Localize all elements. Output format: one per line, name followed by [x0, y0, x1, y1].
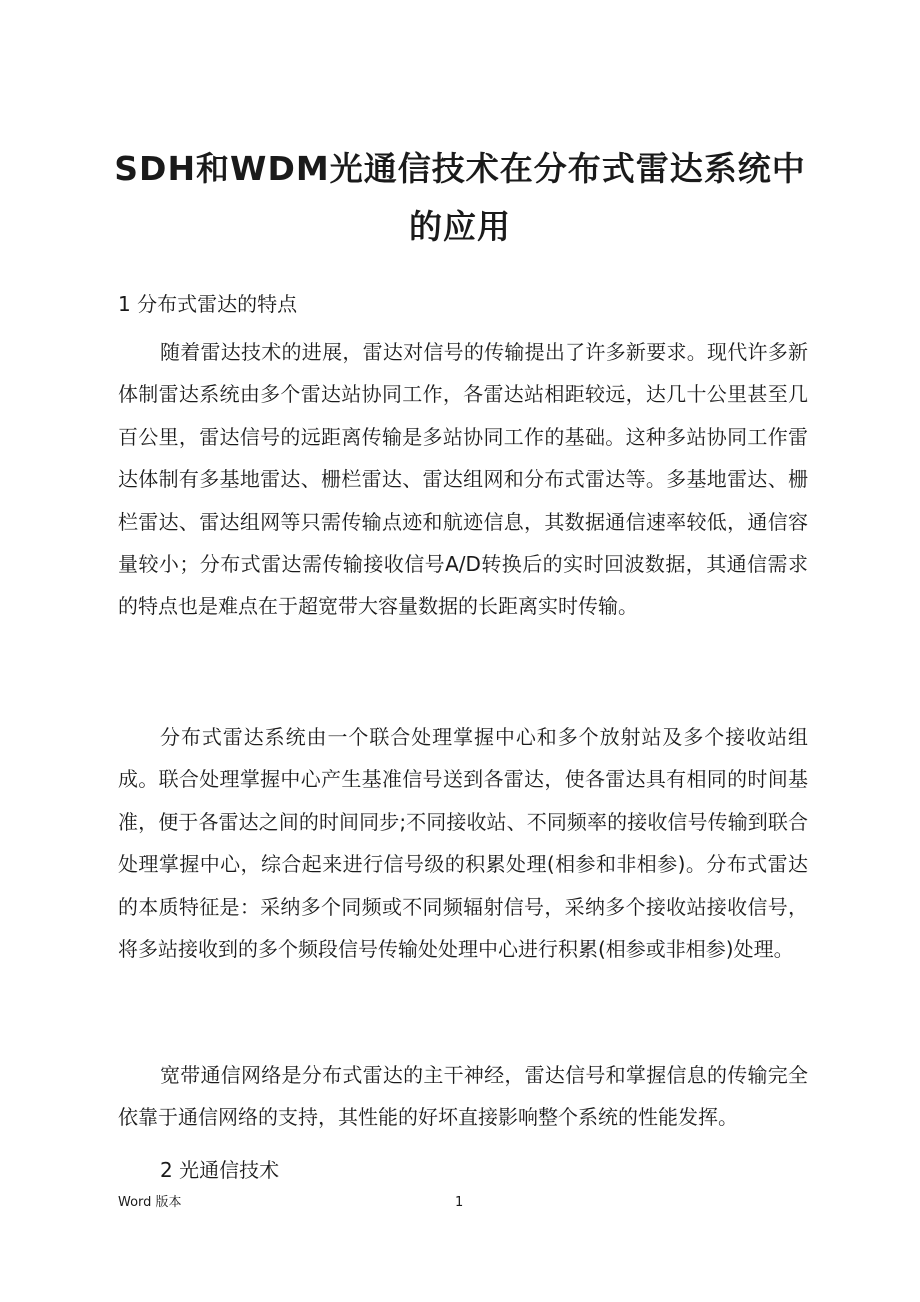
document-title: SDH和WDM光通信技术在分布式雷达系统中的应用 [114, 149, 806, 246]
paragraph-1: 随着雷达技术的进展，雷达对信号的传输提出了许多新要求。现代许多新体制雷达系统由多个雷达站协同工作，各雷达站相距较远，达几十公里甚至几百公里，雷达信号的远距离传输是多站协同工作的基础。这种多站协同工作雷达体制有多基地雷达、栅栏雷达、雷达组网和分布式雷达等。多基地雷达、栅栏雷达、雷达组网等只需传输点迹和航迹信息，其数据通信速率较低，通信容量较小；分布式雷达需传输接收信号A/D转换后的实时回波数据，其通信需求的特点也是难点在于超宽带大容量数据的长距离实时传输。 [118, 340, 808, 619]
section-heading-1: 1 分布式雷达的特点 [118, 292, 298, 316]
paragraph-3: 宽带通信网络是分布式雷达的主干神经，雷达信号和掌握信息的传输完全依靠于通信网络的支持，其性能的好坏直接影响整个系统的性能发挥。 [118, 1063, 808, 1130]
paragraph-2: 分布式雷达系统由一个联合处理掌握中心和多个放射站及多个接收站组成。联合处理掌握中心产生基准信号送到各雷达，使各雷达具有相同的时间基准，便于各雷达之间的时间同步;不同接收站、不同频率的接收信号传输到联合处理掌握中心，综合起来进行信号级的积累处理(相参和非相参)。分布式雷达的本质特征是：采纳多个同频或不同频辐射信号，采纳多个接收站接收信号，将多站接收到的多个频段信号传输处处理中心进行积累(相参或非相参)处理。 [118, 725, 808, 962]
footer-version-label: Word 版本 [118, 1195, 182, 1210]
footer-page-number: 1 [455, 1195, 464, 1210]
section-heading-2: 2 光通信技术 [160, 1158, 280, 1182]
